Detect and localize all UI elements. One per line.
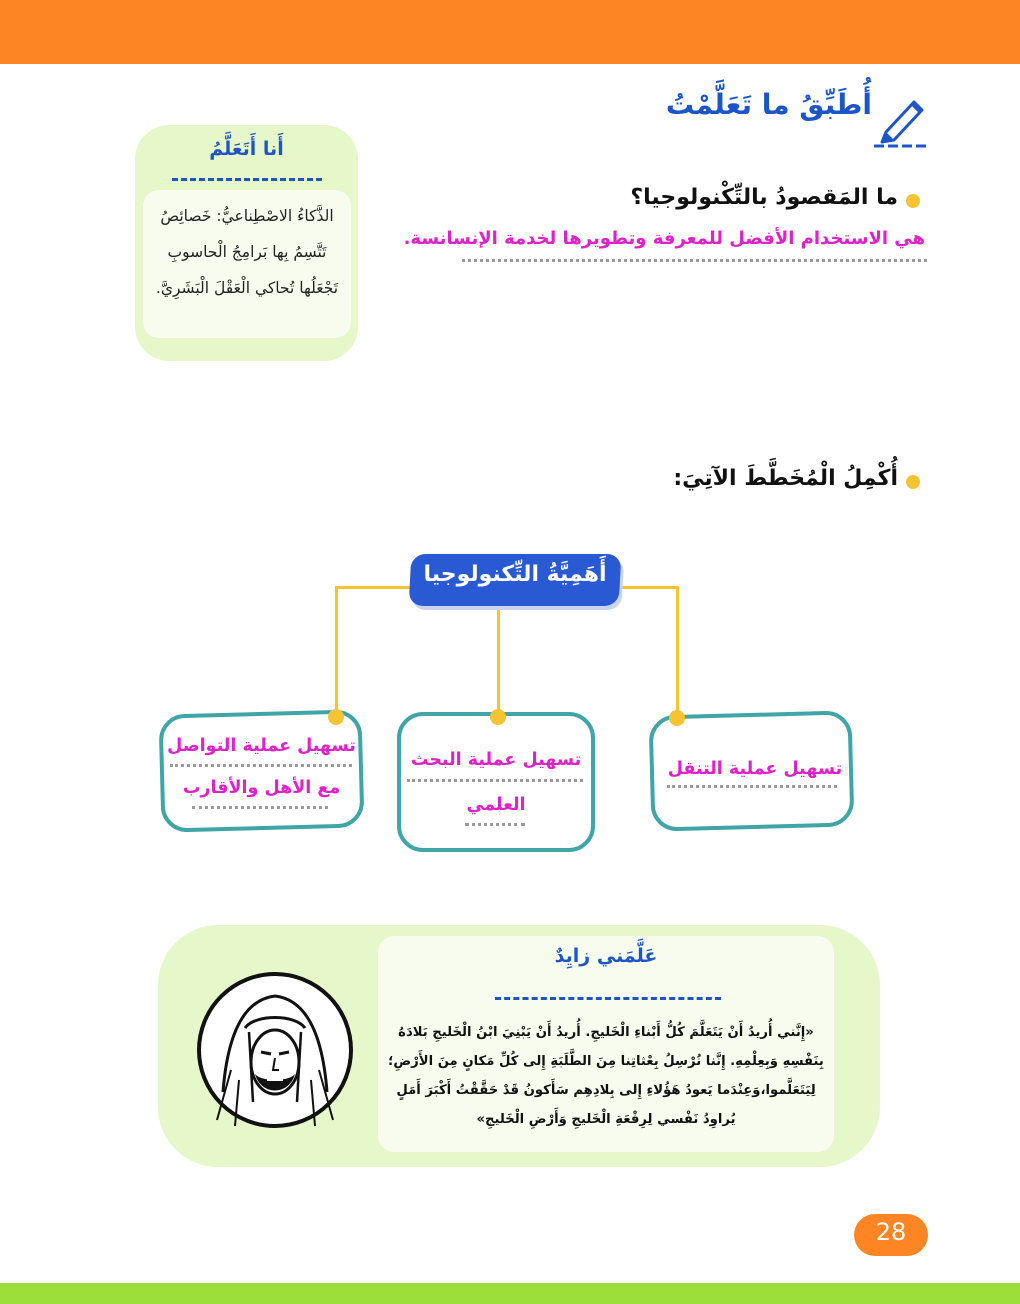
learn-box-title: أَنا أَتَعَلَّمُ [209, 138, 284, 160]
branch-right-line1: تسهيل عملية التنقل [667, 759, 843, 779]
answer-line [462, 259, 927, 262]
diagram-branch-left [158, 709, 364, 832]
answer-line [192, 806, 328, 809]
bullet-icon [906, 475, 920, 489]
page-title: أُطَبِّقُ ما تَعَلَّمْتُ [665, 88, 872, 121]
diagram-branch-middle [397, 712, 595, 852]
answer-line [170, 764, 352, 767]
diagram-central-label: أَهَمِيَّةُ التِّكنولوجيا [423, 562, 607, 587]
bullet-icon [906, 194, 920, 208]
answer-1: هي الاستخدام الأفضل للمعرفة وتطويرها لخدمة الإنسانسة. [403, 228, 925, 249]
connector-dot [490, 709, 506, 725]
connector-middle [497, 604, 500, 716]
question-1: ما المَقصودُ بالتِّكْنولوجيا؟ [630, 185, 898, 210]
connector-left-top [335, 586, 415, 589]
answer-line [407, 779, 583, 782]
bottom-footer-bar [0, 1283, 1020, 1304]
zayed-quote: «إِنَّني أُريدُ أَنْ يَتَعَلَّمَ كُلُّ أَبْناءِ الْخَليجِ. أُريدُ أَنْ يَبْنِيَ ابْنُ الْخَليجِ بَلادَهُ بِنَفْسِهِ وَبِعِلْمِهِ. إِنَّنا نُرْسِلُ بِعْثاتِنا مِنَ الطَّلَبَةِ إِلى كُلِّ مَكانٍ مِنَ الأَرْضِ؛ لِيَتَعَلَّموا،وَعِنْدَما يَعودُ هَؤُلاءِ إِلى بِلادِهِم سَأَكونُ قَدْ حَقَّقْتُ أَكْبَرَ أَمَلٍ يُراوِدُ نَفْسي لِرِفْعَةِ الْخَليجِ وَأَرْضِ الْخَليجِ» [388, 1025, 824, 1127]
pencil-icon [872, 92, 928, 148]
answer-line [465, 823, 525, 826]
learn-box-divider [172, 178, 322, 181]
branch-left-line1: تسهيل عملية التواصل [167, 736, 356, 756]
connector-right-top [615, 586, 677, 589]
connector-dot [328, 709, 344, 725]
sheikh-zayed-portrait [195, 970, 355, 1130]
learn-box-text: الذَّكاءُ الاصْطِناعيُّ: خَصائِصُ تَتَّسِمُ بِها بَرامِجُ الْحاسوبِ تَجْعَلُها تُحاكي الْعَقْلَ الْبَشَرِيَّ. [155, 207, 339, 297]
question-2: أُكْمِلُ الْمُخَطَّطَ الآتِيَ: [673, 466, 898, 491]
branch-middle-line2: العلمي [466, 795, 526, 815]
zayed-box-title: عَلَّمَني زايِدٌ [554, 945, 658, 967]
answer-line [667, 785, 837, 788]
connector-dot [669, 710, 685, 726]
top-header-bar [0, 0, 1020, 64]
page-number: 28 [875, 1218, 907, 1246]
branch-middle-line1: تسهيل عملية البحث [410, 750, 582, 770]
zayed-box-divider [495, 997, 721, 1000]
connector-left [335, 586, 338, 716]
branch-left-line2: مع الأهل والأقارب [182, 778, 341, 798]
connector-right [676, 586, 679, 716]
